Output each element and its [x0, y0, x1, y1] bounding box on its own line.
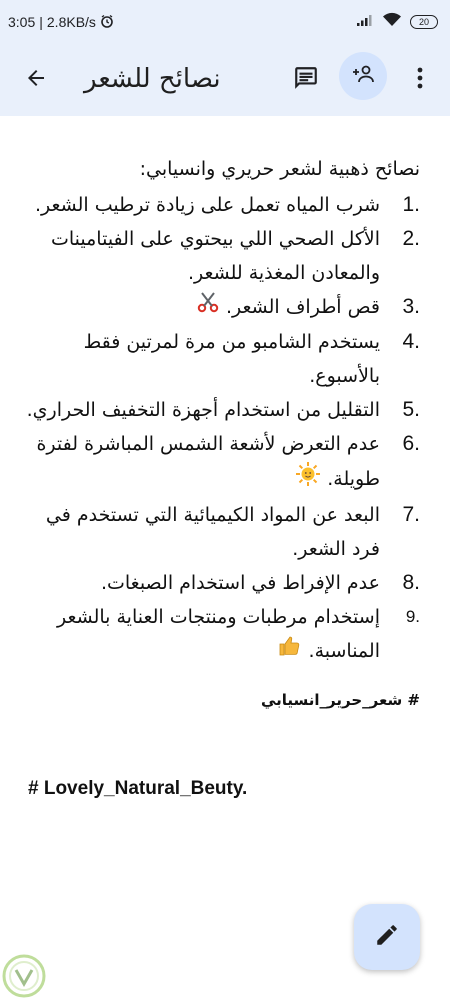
chat-icon [293, 65, 319, 95]
list-item-text: عدم التعرض لأشعة الشمس المباشرة لفترة طويلة. [36, 433, 380, 490]
list-number: 7. [402, 503, 420, 526]
list-number: 4. [402, 330, 420, 353]
edit-fab-button[interactable] [354, 904, 420, 970]
list-number: 1. [402, 193, 420, 216]
list-item-text: عدم الإفراط في استخدام الصبغات. [100, 572, 380, 594]
status-right [356, 12, 438, 32]
add-collaborator-button[interactable] [339, 52, 387, 100]
page-title: نصائح للشعر [84, 64, 221, 94]
wifi-icon [382, 12, 402, 32]
list-item-text: التقليل من استخدام أجهزة التخفيف الحراري. [26, 399, 380, 421]
list-item-text: الأكل الصحي اللي بيحتوي على الفيتامينات والمعادن المغذية للشعر. [50, 228, 380, 284]
list-item-text: قص أطراف الشعر. [225, 296, 380, 318]
more-options-button[interactable] [408, 62, 432, 98]
list-item-text: البعد عن المواد الكيميائية التي تستخدم في فرد الشعر. [45, 504, 380, 560]
list-item [24, 566, 420, 600]
back-arrow-icon [24, 66, 48, 94]
list-number: 6. [402, 432, 420, 455]
battery-indicator: 20 [410, 15, 438, 29]
thumbs-up-icon [278, 634, 302, 669]
list-item [24, 325, 420, 393]
list-item-text: يستخدم الشامبو من مرة لمرتين فقط بالأسبوع. [83, 331, 380, 387]
status-left [8, 14, 114, 31]
list-item-content [24, 290, 384, 325]
hashtag-arabic: # شعر_حرير_انسيابي [260, 691, 420, 709]
status-divider: | [39, 14, 43, 30]
status-bar [0, 0, 450, 44]
signal-icon [356, 13, 374, 31]
note-body[interactable] [24, 152, 420, 711]
list-item [24, 600, 420, 669]
list-item-text: إستخدام مرطبات ومنتجات العناية بالشعر المناسبة. [56, 606, 380, 662]
scissors-icon [196, 290, 220, 325]
list-number: 5. [402, 398, 420, 421]
more-vert-icon [417, 67, 423, 93]
list-item-content [24, 427, 384, 498]
list-number: 3. [402, 295, 420, 318]
list-number: 8. [402, 571, 420, 594]
add-user-icon [351, 62, 375, 90]
list-item-text: شرب المياه تعمل على زيادة ترطيب الشعر. [34, 194, 380, 216]
list-item [24, 290, 420, 325]
comments-button[interactable] [288, 62, 324, 98]
status-time: 3:05 [8, 14, 36, 30]
list-number: 2. [402, 227, 420, 250]
sun-icon [295, 461, 321, 498]
list-item [24, 393, 420, 427]
edit-pencil-icon [374, 922, 400, 952]
app-bar [0, 44, 450, 116]
list-item-content [24, 600, 384, 669]
hashtag-english: # Lovely_Natural_Beuty. [28, 778, 248, 799]
list-item [24, 188, 420, 222]
watermark-logo [2, 954, 46, 998]
list-item [24, 222, 420, 290]
list-item [24, 427, 420, 498]
list-item [24, 498, 420, 566]
tips-list [24, 188, 420, 669]
list-number: 9. [405, 607, 420, 626]
back-button[interactable] [18, 62, 54, 98]
alarm-icon [100, 14, 114, 31]
status-network-speed: 2.8KB/s [46, 14, 96, 30]
note-intro: نصائح ذهبية لشعر حريري وانسيابي: [139, 158, 420, 180]
